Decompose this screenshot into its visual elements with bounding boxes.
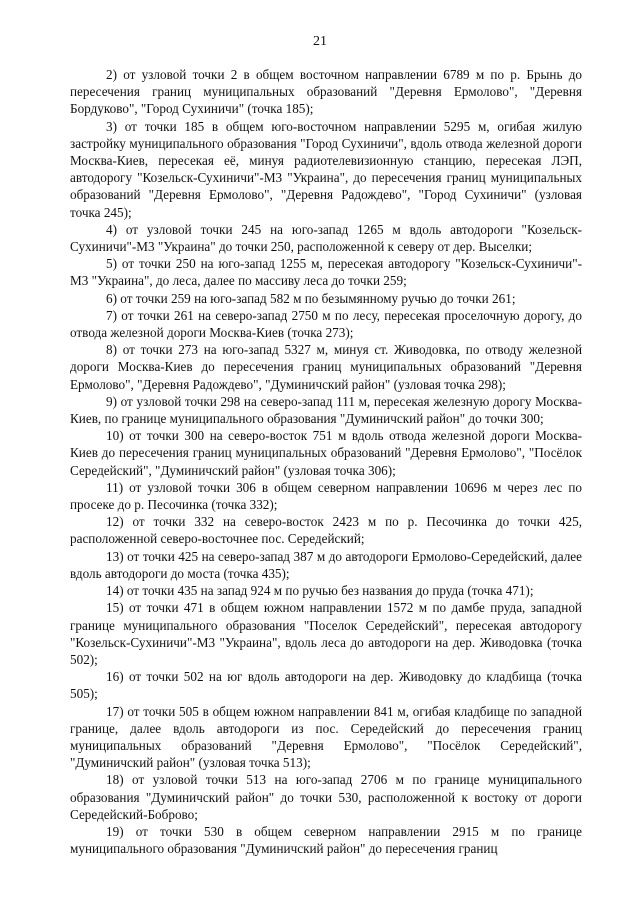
paragraph: 18) от узловой точки 513 на юго-запад 2706 м по границе муниципального образования "Думиничский район" до точки 530, расположенной к востоку от дороги Середейский-Боброво; xyxy=(70,772,582,822)
paragraph: 9) от узловой точки 298 на северо-запад 111 м, пересекая железную дорогу Москва-Киев, по границе муниципального образования "Думиничский район" до точки 300; xyxy=(70,393,582,427)
paragraph: 10) от точки 300 на северо-восток 751 м вдоль отвода железной дороги Москва-Киев до пересечения границ муниципальных образований "Деревня Ермолово", "Посёлок Середейский", "Думиничский район" (узловая точка 306); xyxy=(70,428,582,478)
paragraph: 14) от точки 435 на запад 924 м по ручью без названия до пруда (точка 471); xyxy=(106,583,534,599)
paragraph: 19) от точки 530 в общем северном направлении 2915 м по границе муниципального образования "Думиничский район" до пересечения границ xyxy=(70,823,582,857)
paragraph: 15) от точки 471 в общем южном направлении 1572 м по дамбе пруда, западной границе муниципального образования "Поселок Середейский", пересекая автодорогу "Козельск-Сухиничи"-М3 "Украина", вдоль леса до автодороги на дер. Живодовка (точка 502); xyxy=(70,600,582,667)
paragraph: 11) от узловой точки 306 в общем северном направлении 10696 м через лес по просеке до р. Песочинка (точка 332); xyxy=(70,479,582,513)
paragraph: 8) от точки 273 на юго-запад 5327 м, минуя ст. Живодовка, по отводу железной дороги Москва-Киев до пересечения границ муниципальных образований "Деревня Ермолово", "Деревня Радождево", "Думиничский район" (узловая точка 298); xyxy=(70,342,582,392)
document-body xyxy=(70,66,582,857)
paragraph: 16) от точки 502 на юг вдоль автодороги на дер. Живодовку до кладбища (точка 505); xyxy=(70,669,582,702)
paragraph: 13) от точки 425 на северо-запад 387 м до автодороги Ермолово-Середейский, далее вдоль автодороги до моста (точка 435); xyxy=(70,548,582,581)
paragraph: 3) от точки 185 в общем юго-восточном направлении 5295 м, огибая жилую застройку муниципального образования "Город Сухиничи", вдоль отвода железной дороги Москва-Киев, пересекая её, минуя радиотелевизионную станцию, пересекая ЛЭП, автодорогу "Козельск-Сухиничи"-М3 "Украина", до пересечения границ муниципальных образований "Деревня Ермолово", "Деревня Радождево", "Город Сухиничи" (узловая точка 245); xyxy=(70,118,582,220)
paragraph: 12) от точки 332 на северо-восток 2423 м по р. Песочинка до точки 425, расположенной северо-восточнее пос. Середейский; xyxy=(70,514,582,547)
page-number: 21 xyxy=(313,34,327,49)
paragraph: 6) от точки 259 на юго-запад 582 м по безымянному ручью до точки 261; xyxy=(106,290,516,306)
paragraph: 4) от узловой точки 245 на юго-запад 1265 м вдоль автодороги "Козельск-Сухиничи"-М3 "Украина" до точки 250, расположенной к северу от дер. Выселки; xyxy=(70,221,582,255)
paragraph: 2) от узловой точки 2 в общем восточном направлении 6789 м по р. Брынь до пересечения границ муниципальных образований "Деревня Ермолово", "Деревня Бордуково", "Город Сухиничи" (точка 185); xyxy=(70,67,582,117)
paragraph: 7) от точки 261 на северо-запад 2750 м по лесу, пересекая проселочную дорогу, до отвода железной дороги Москва-Киев (точка 273); xyxy=(70,307,582,341)
paragraph: 17) от точки 505 в общем южном направлении 841 м, огибая кладбище по западной границе, далее вдоль автодороги из пос. Середейский до пересечения границ муниципальных образований "Деревня Ермолово", "Посёлок Середейский", "Думиничский район" (узловая точка 513); xyxy=(70,703,582,771)
paragraph: 5) от точки 250 на юго-запад 1255 м, пересекая автодорогу "Козельск-Сухиничи"-М3 "Украина", до леса, далее по массиву леса до точки 259; xyxy=(70,256,582,289)
